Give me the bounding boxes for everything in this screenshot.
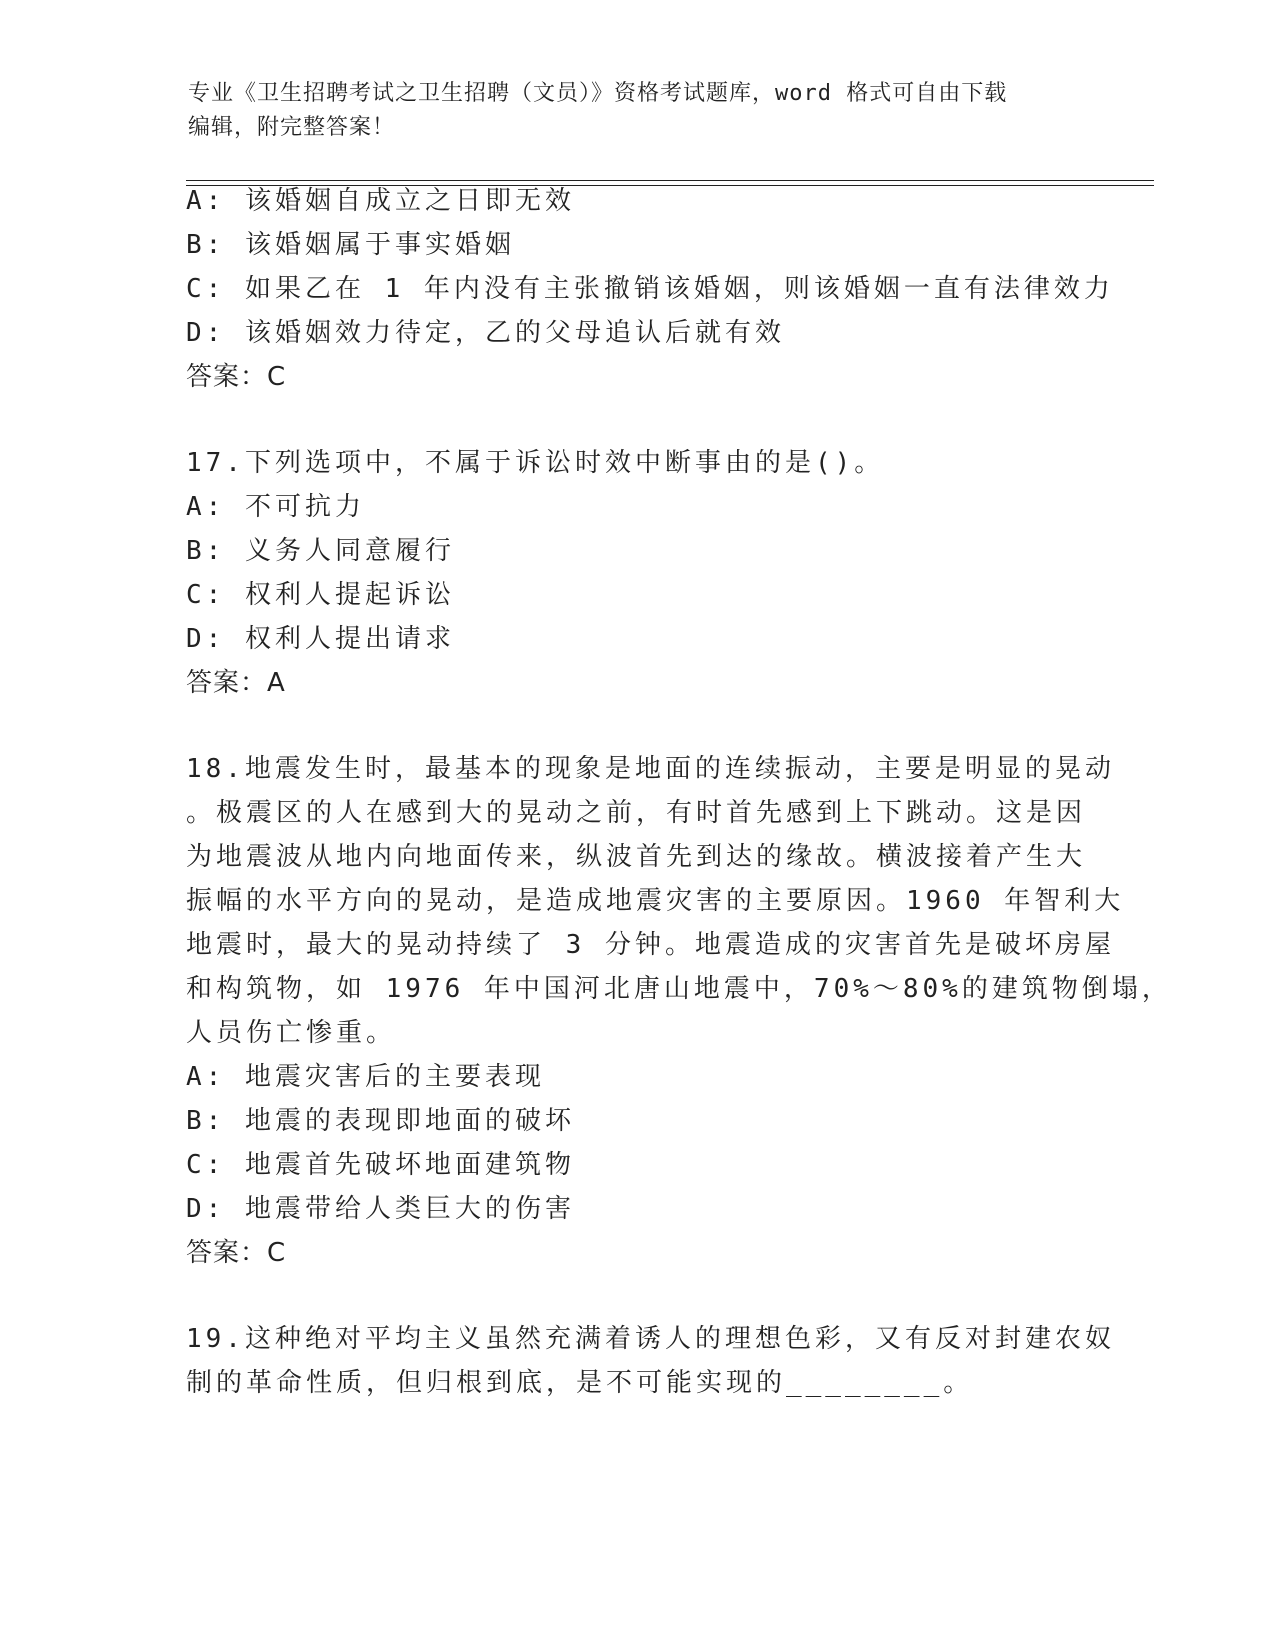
q19-question-line: 制的革命性质，但归根到底，是不可能实现的________。: [186, 1368, 974, 1398]
q16-option-c: C: 如果乙在 1 年内没有主张撤销该婚姻，则该婚姻一直有法律效力: [186, 274, 1114, 304]
q18-option-d: D: 地震带给人类巨大的伤害: [186, 1194, 575, 1224]
q18-question-line: 。极震区的人在感到大的晃动之前，有时首先感到上下跳动。这是因: [186, 798, 1087, 828]
q18-question-line: 和构筑物，如 1976 年中国河北唐山地震中，70%～80%的建筑物倒塌，: [186, 974, 1172, 1004]
q17-option-a: A: 不可抗力: [186, 492, 365, 522]
header-divider-top: [186, 180, 1154, 181]
q18-question-line: 为地震波从地内向地面传来，纵波首先到达的缘故。横波接着产生大: [186, 842, 1087, 872]
q18-option-b: B: 地震的表现即地面的破坏: [186, 1106, 575, 1136]
q16-option-a: A: 该婚姻自成立之日即无效: [186, 186, 575, 216]
q19-question-line: 19.这种绝对平均主义虽然充满着诱人的理想色彩，又有反对封建农奴: [186, 1324, 1115, 1354]
q18-option-c: C: 地震首先破坏地面建筑物: [186, 1150, 575, 1180]
q17-question: 17.下列选项中，不属于诉讼时效中断事由的是()。: [186, 448, 885, 478]
doc-header-line-1: 专业《卫生招聘考试之卫生招聘（文员）》资格考试题库，word 格式可自由下载: [188, 81, 1008, 106]
doc-header-line-2: 编辑，附完整答案！: [188, 115, 396, 140]
q18-answer: 答案：C: [186, 1238, 287, 1268]
q18-question-line: 人员伤亡惨重。: [186, 1018, 397, 1048]
q17-option-d: D: 权利人提出请求: [186, 624, 455, 654]
q16-option-b: B: 该婚姻属于事实婚姻: [186, 230, 515, 260]
q18-question-line: 18.地震发生时，最基本的现象是地面的连续振动，主要是明显的晃动: [186, 754, 1115, 784]
q16-option-d: D: 该婚姻效力待定，乙的父母追认后就有效: [186, 318, 785, 348]
q17-option-c: C: 权利人提起诉讼: [186, 580, 455, 610]
q18-question-line: 振幅的水平方向的晃动，是造成地震灾害的主要原因。1960 年智利大: [186, 886, 1125, 916]
q16-answer: 答案：C: [186, 362, 287, 392]
q18-question-line: 地震时，最大的晃动持续了 3 分钟。地震造成的灾害首先是破坏房屋: [186, 930, 1115, 960]
q17-option-b: B: 义务人同意履行: [186, 536, 455, 566]
q18-option-a: A: 地震灾害后的主要表现: [186, 1062, 545, 1092]
q17-answer: 答案：A: [186, 668, 286, 698]
